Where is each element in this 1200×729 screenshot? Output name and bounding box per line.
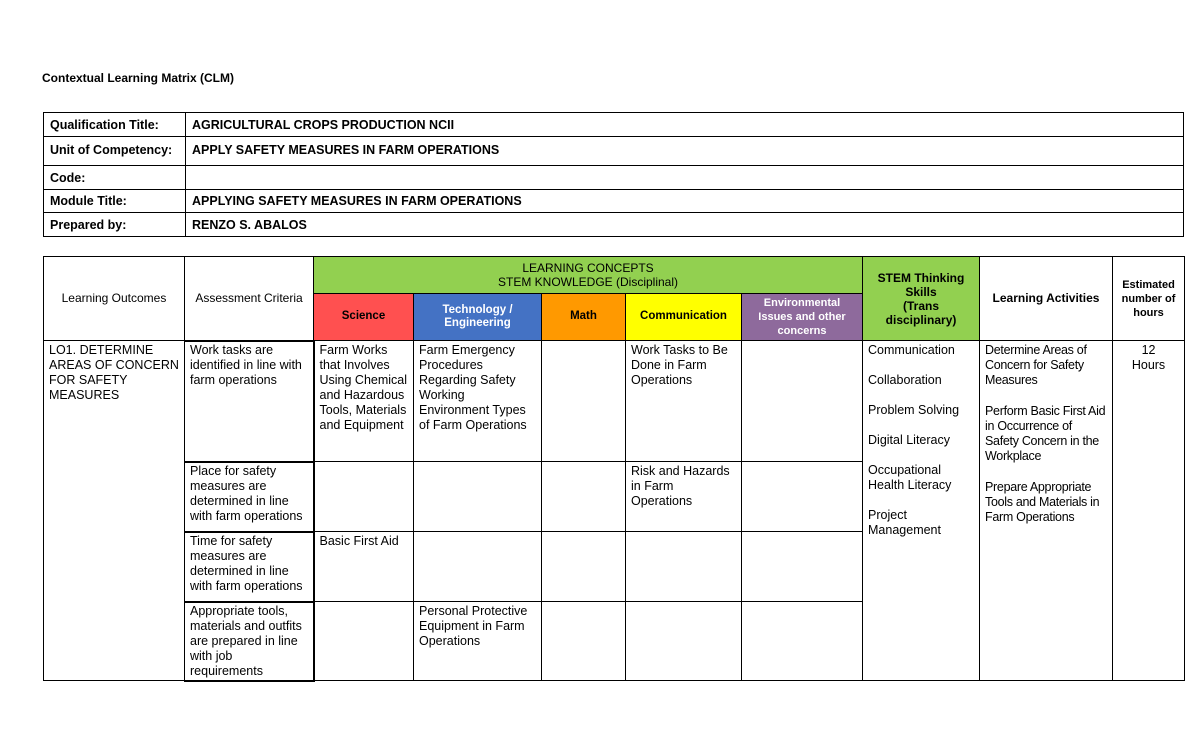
communication-cell bbox=[626, 602, 742, 681]
header-learning-concepts bbox=[314, 257, 863, 294]
unit-label: Unit of Competency: bbox=[44, 137, 186, 166]
estimated-hours-cell bbox=[1113, 341, 1185, 681]
assessment-criteria-cell: Place for safety measures are determined in line with farm operations bbox=[185, 462, 314, 532]
header-science: Science bbox=[314, 294, 414, 341]
prepared-label: Prepared by: bbox=[44, 213, 186, 237]
header-stem-thinking-skills bbox=[863, 257, 980, 341]
activity-item: Prepare Appropriate Tools and Materials in Farm Operations bbox=[985, 480, 1100, 524]
header-estimated-hours: Estimated number of hours bbox=[1113, 257, 1185, 341]
code-label: Code: bbox=[44, 166, 186, 190]
activity-item: Perform Basic First Aid in Occurrence of Safety Concern in the Workplace bbox=[985, 404, 1106, 463]
stem-skills-subtitle: (Trans disciplinary) bbox=[885, 298, 957, 327]
module-info-table bbox=[43, 112, 1184, 237]
environmental-cell bbox=[742, 532, 863, 602]
module-value: APPLYING SAFETY MEASURES IN FARM OPERATIONS bbox=[186, 190, 1184, 213]
info-row-prepared bbox=[44, 213, 1184, 237]
prepared-value: RENZO S. ABALOS bbox=[186, 213, 1184, 237]
unit-value: APPLY SAFETY MEASURES IN FARM OPERATIONS bbox=[186, 137, 1184, 166]
environmental-cell bbox=[742, 602, 863, 681]
code-value bbox=[186, 166, 1184, 190]
assessment-criteria-cell: Work tasks are identified in line with farm operations bbox=[185, 341, 314, 462]
stem-knowledge-title: STEM KNOWLEDGE (Disciplinal) bbox=[497, 275, 679, 289]
environmental-cell bbox=[742, 341, 863, 462]
assessment-criteria-cell: Appropriate tools, materials and outfits are prepared in line with job requirements bbox=[185, 602, 314, 681]
stem-skill-item: Communication bbox=[868, 343, 955, 357]
header-technology: Technology / Engineering bbox=[414, 294, 542, 341]
communication-cell bbox=[626, 532, 742, 602]
stem-skill-item: Problem Solving bbox=[868, 403, 960, 417]
math-cell bbox=[542, 462, 626, 532]
technology-cell: Personal Protective Equipment in Farm Operations bbox=[414, 602, 542, 681]
header-environmental: Environmental Issues and other concerns bbox=[742, 294, 863, 341]
header-assessment-criteria: Assessment Criteria bbox=[185, 257, 314, 341]
learning-matrix-table bbox=[43, 256, 1185, 682]
module-label: Module Title: bbox=[44, 190, 186, 213]
technology-cell bbox=[414, 462, 542, 532]
activity-item: Determine Areas of Concern for Safety Measures bbox=[985, 343, 1087, 387]
communication-cell: Work Tasks to Be Done in Farm Operations bbox=[626, 341, 742, 462]
stem-skills-cell bbox=[863, 341, 980, 681]
header-learning-activities: Learning Activities bbox=[980, 257, 1113, 341]
hours-unit: Hours bbox=[1131, 358, 1166, 372]
assessment-criteria-cell: Time for safety measures are determined in line with farm operations bbox=[185, 532, 314, 602]
math-cell bbox=[542, 602, 626, 681]
header-math: Math bbox=[542, 294, 626, 341]
science-cell bbox=[314, 602, 414, 681]
technology-cell: Farm Emergency Procedures Regarding Safety Working Environment Types of Farm Operations bbox=[414, 341, 542, 462]
table-row bbox=[44, 341, 1185, 462]
science-cell: Basic First Aid bbox=[314, 532, 414, 602]
info-row-qualification bbox=[44, 113, 1184, 137]
stem-skill-item: Occupational Health Literacy bbox=[868, 463, 952, 492]
stem-skill-item: Digital Literacy bbox=[868, 433, 950, 447]
technology-cell bbox=[414, 532, 542, 602]
learning-outcome-cell: LO1. DETERMINE AREAS OF CONCERN FOR SAFETY MEASURES bbox=[44, 341, 185, 681]
qualification-value: AGRICULTURAL CROPS PRODUCTION NCII bbox=[186, 113, 1184, 137]
stem-skill-item: Collaboration bbox=[868, 373, 942, 387]
document-title: Contextual Learning Matrix (CLM) bbox=[42, 71, 235, 85]
header-learning-outcomes: Learning Outcomes bbox=[44, 257, 185, 341]
info-row-unit bbox=[44, 137, 1184, 166]
environmental-cell bbox=[742, 462, 863, 532]
communication-cell: Risk and Hazards in Farm Operations bbox=[626, 462, 742, 532]
science-cell bbox=[314, 462, 414, 532]
stem-skill-item: Project Management bbox=[868, 508, 941, 537]
learning-concepts-title: LEARNING CONCEPTS bbox=[522, 261, 654, 275]
learning-activities-cell bbox=[980, 341, 1113, 681]
math-cell bbox=[542, 341, 626, 462]
stem-skills-title: STEM Thinking Skills bbox=[877, 270, 965, 299]
info-row-code bbox=[44, 166, 1184, 190]
science-cell: Farm Works that Involves Using Chemical and Hazardous Tools, Materials and Equipment bbox=[314, 341, 414, 462]
math-cell bbox=[542, 532, 626, 602]
header-communication: Communication bbox=[626, 294, 742, 341]
qualification-label: Qualification Title: bbox=[44, 113, 186, 137]
info-row-module bbox=[44, 190, 1184, 213]
hours-value: 12 bbox=[1141, 343, 1156, 357]
